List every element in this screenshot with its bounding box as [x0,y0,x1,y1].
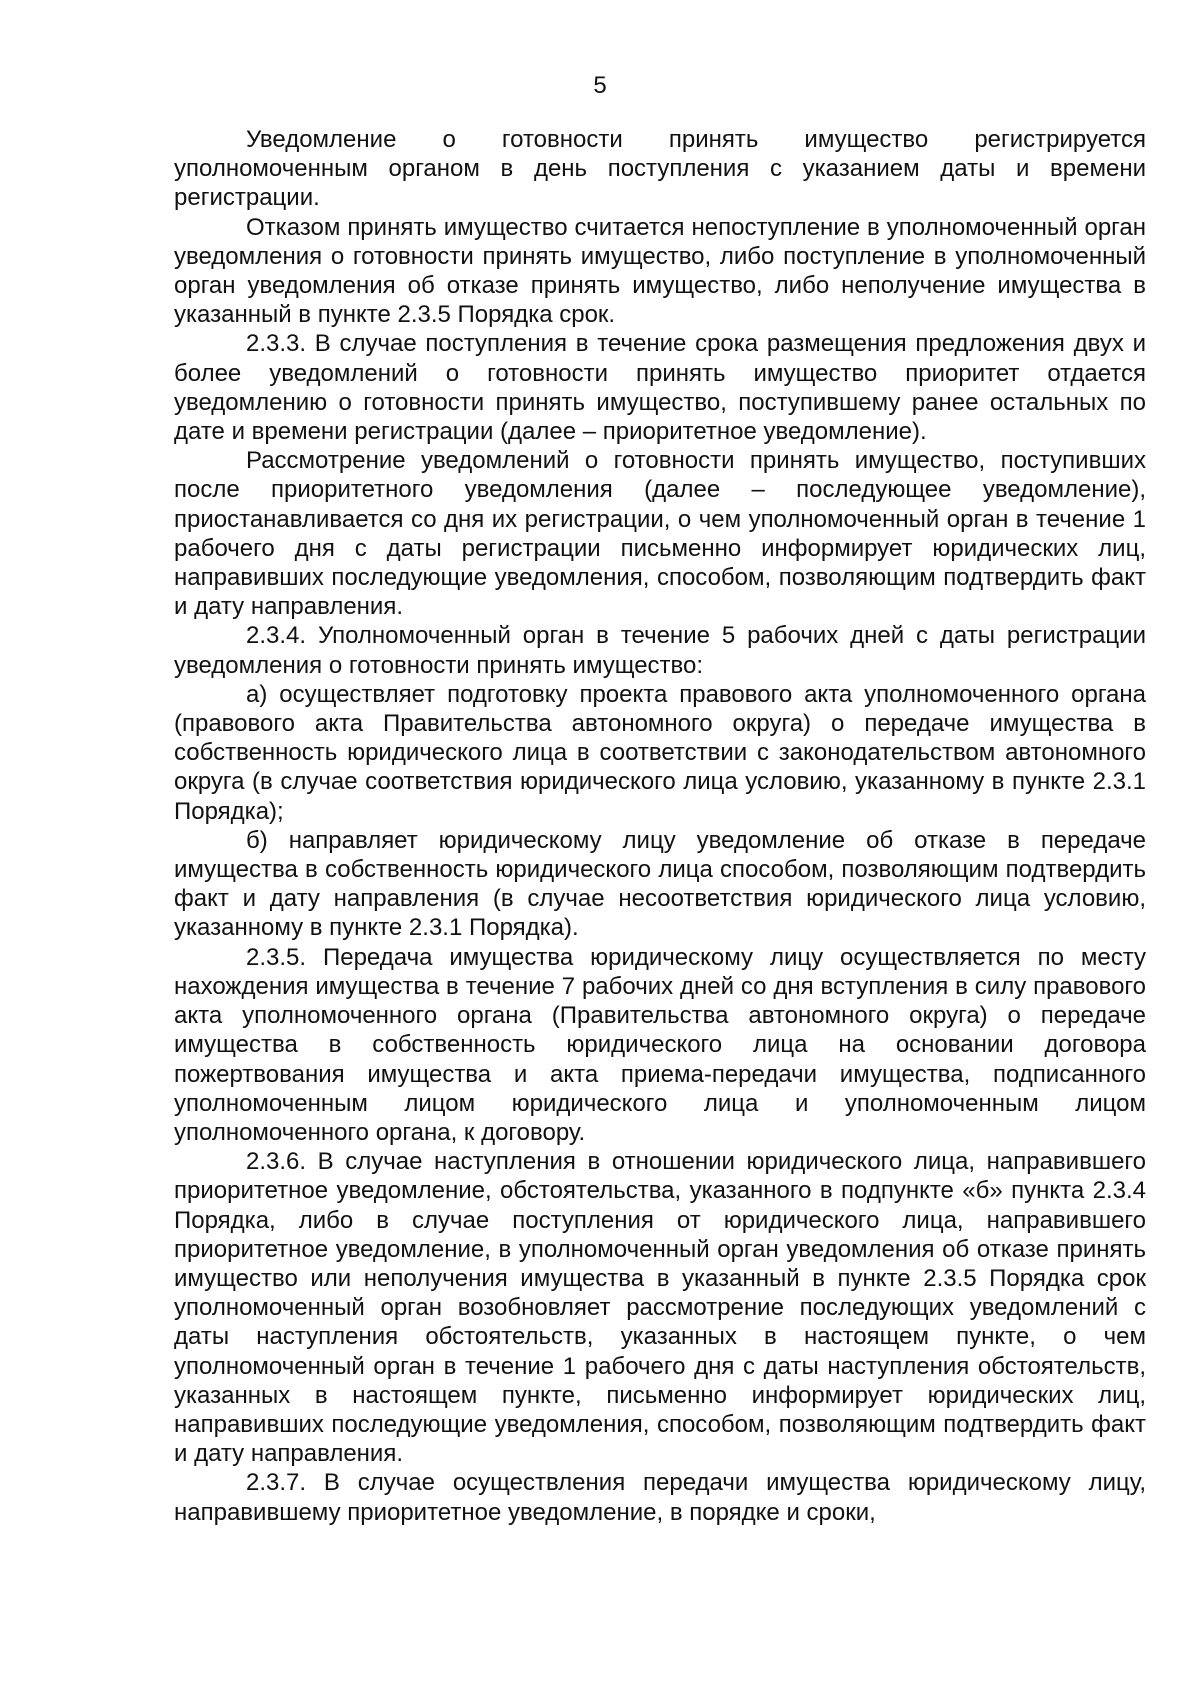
paragraph-2-3-3: 2.3.3. В случае поступления в течение срока размещения предложения двух и более уведомлений о готовности принять имущество приоритет отдается уведомлению о готовности принять имущество, поступившему ранее остальных по дате и времени регистрации (далее – приоритетное уведомление). [174,330,1146,446]
document-body [174,125,1146,1527]
paragraph-subsequent-notices: Рассмотрение уведомлений о готовности принять имущество, поступивших после приоритетного уведомления (далее – последующее уведомление), приостанавливается со дня их регистрации, о чем уполномоченный орган в течение 1 рабочего дня с даты регистрации письменно информирует юридических лиц, направивших последующие уведомления, способом, позволяющим подтвердить факт и дату направления. [174,447,1146,621]
paragraph-refusal: Отказом принять имущество считается непоступление в уполномоченный орган уведомления о готовности принять имущество, либо поступление в уполномоченный орган уведомления об отказе принять имущество, либо неполучение имущества в указанный в пункте 2.3.5 Порядка срок. [174,213,1146,329]
paragraph-registration: Уведомление о готовности принять имущество регистрируется уполномоченным органом в день поступления с указанием даты и времени регистрации. [174,126,1146,212]
paragraph-2-3-6: 2.3.6. В случае наступления в отношении юридического лица, направившего приоритетное уведомление, обстоятельства, указанного в подпункте «б» пункта 2.3.4 Порядка, либо в случае поступления от юридического лица, направившего приоритетное уведомление, в уполномоченный орган уведомления об отказе принять имущество или неполучения имущества в указанный в пункте 2.3.5 Порядка срок уполномоченный орган возобновляет рассмотрение последующих уведомлений с даты наступления обстоятельств, указанных в настоящем пункте, о чем уполномоченный орган в течение 1 рабочего дня с даты наступления обстоятельств, указанных в настоящем пункте, письменно информирует юридических лиц, направивших последующие уведомления, способом, позволяющим подтвердить факт и дату направления. [174,1148,1146,1468]
paragraph-2-3-4: 2.3.4. Уполномоченный орган в течение 5 рабочих дней с даты регистрации уведомления о готовности принять имущество: [174,622,1146,679]
paragraph-2-3-4-b: б) направляет юридическому лицу уведомление об отказе в передаче имущества в собственность юридического лица способом, позволяющим подтвердить факт и дату направления (в случае несоответствия юридического лица условию, указанному в пункте 2.3.1 Порядка). [174,826,1146,942]
paragraph-2-3-5: 2.3.5. Передача имущества юридическому лицу осуществляется по месту нахождения имущества в течение 7 рабочих дней со дня вступления в силу правового акта уполномоченного органа (Правительства автономного округа) о передаче имущества в собственность юридического лица на основании договора пожертвования имущества и акта приема-передачи имущества, подписанного уполномоченным лицом юридического лица и уполномоченным лицом уполномоченного органа, к договору. [174,943,1146,1146]
page-number: 5 [593,72,607,99]
paragraph-2-3-4-a: а) осуществляет подготовку проекта правового акта уполномоченного органа (правового акта Правительства автономного округа) о передаче имущества в собственность юридического лица в соответствии с законодательством автономного округа (в случае соответствия юридического лица условию, указанному в пункте 2.3.1 Порядка); [174,680,1146,825]
paragraph-2-3-7: 2.3.7. В случае осуществления передачи имущества юридическому лицу, направившему приоритетное уведомление, в порядке и сроки, [174,1469,1146,1526]
